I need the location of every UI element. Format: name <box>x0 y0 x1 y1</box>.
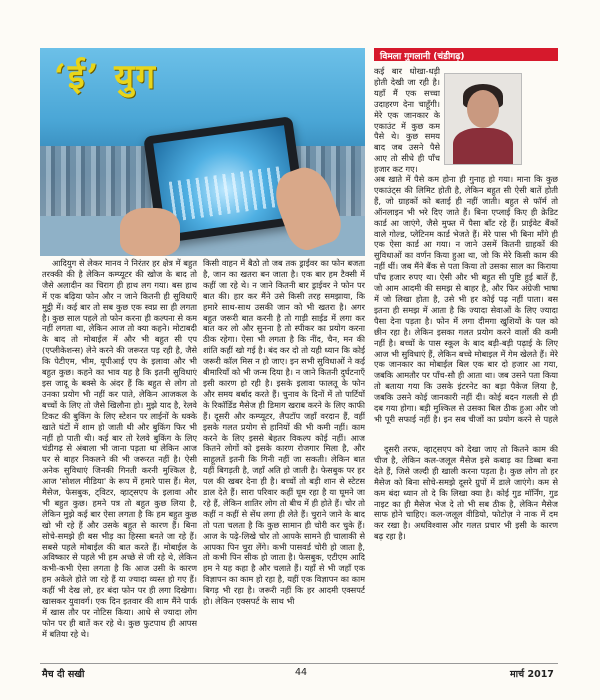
footer-rule <box>40 663 558 664</box>
magazine-name: मैच दी सखी <box>42 669 85 680</box>
paragraph: कई बार धोखा-धड़ी होती देखी जा रही है। यहाँ मैं एक सच्चा उदाहरण देना चाहूँगी। मेरे एक जानकार के एकाउंट में कुछ कम पैसे थे। कुछ समय बाद जब उसने पैसे आए तो सीधे ही पाँच हजार कट गए। <box>374 66 440 174</box>
paragraph: आदियुग से लेकर मानव ने निरंतर हर क्षेत्र में बहुत तरक्की की है लेकिन कम्प्यूटर की खोज के बाद तो जैसे अलादीन का चिराग ही हाथ लग गया। बस हाथ में एक बढ़िया फोन और न जाने कितनी ही सुविधाएँ मुट्ठी में। कई बार तो सब कुछ एक स्वप्न सा ही लगता है। कुछ साल पहले तो फोन करना ही कल्पना से कम नहीं लगता था, लेकिन आज तो क्या कहने। मोटाबदी के बाद तो मोबाईल में और भी बहुत सी एप (एप्लीकेशन्स) लेने करने की जरूरत पड़ रही है, जैसे कि पेटीएम, भीम, यूपीआई एप के इलावा और भी बहुत कुछ। कहने का भाव यह है कि इतनी सुविधाएं इस जादू के बक्से के अंदर हैं कि बहुत से लोग तो उनका प्रयोग भी नहीं कर पाते, लेकिन आजकल के बच्चों के लिए तो जैसे खिलौना हो। मुझे याद है, रेलवे टिकट की बुकिंग के लिए स्टेशन पर लाईनों के धक्के खाते घंटों में शाम हो जाती थी और बुकिंग फिर भी नहीं हो पाती थी। कई बार तो रेलवे बुकिंग के लिए चंडीगढ़ से अंबाला भी जाना पड़ता था लेकिन आज घर से बाहर निकलने की भी जरूरत नहीं है। ऐसी अनेक सुविधाएं जिनकी गिनती करनी मुश्किल है, आज 'सोशल मीडिया' के रूप में हमारे पास हैं। मेल, मैसेज, फेसबुक, ट्विटर, व्हाट्सएप के इलावा और भी बहुत कुछ। हमने पत्र तो बहुत कुछ लिया है, लेकिन मुझे कई बार ऐसा लगता है कि हम बहुत कुछ खो भी रहे हैं और उसके बहुत से कारण हैं। बिना सोचे-समझे ही बस भीड़ का हिस्सा बनते जा रहे हैं। सबसे पहले मोबाईल की बात करते हैं। मोबाईल के अविष्कार से पहले भी हम अच्छे से जी रहे थे, लेकिन कभी-कभी ऐसा लगता है कि आज उसी के कारण हम अकेले होते जा रहे हैं या ज्यादा व्यस्त हो गए हैं। कहीं भी देख लो, हर बंदा फोन पर ही लगा दिखेगा। खासकर युवावर्ग। एक दिन इतवार की शाम मैंने पार्क में खास तौर पर नोटिस किया। आधे से ज्यादा लोग फोन पर ही बातें कर रहे थे। कुछ फुटपाथ ही आपस में बतिया रहे थे। <box>42 258 197 639</box>
paragraph: किसी वाहन में बैठो तो जब तक ड्राईवर का फोन बजता है, जान का खतरा बन जाता है। एक बार हम टैक्सी में कहीं जा रहे थे। न जाने कितनी बार ड्राईवर ने फोन पर बात की। हार कर मैंने उसे किसी तरह समझाया, कि हमारे साथ-साथ उसकी जान को भी खतरा है। अगर बहुत जरूरी बात करनी है तो गाड़ी साईड में लगा कर बात कर लो और सुनना है तो स्पीकर का प्रयोग करना ठीक रहेगा। ऐसा भी लगता है कि नींद, चैन, मन की शांति कहीं खो गई है। बंद कर दो तो यही ध्यान कि कोई जरूरी कॉल मिस न हो जाए। इन सभी सुविधाओं ने कई बीमारियाँ को भी जन्म दिया है। न जाने कितनी दुर्घटनाएँ इसी कारण हो रही है। इसके इलावा फालतू के फोन और समय बर्बाद करते हैं। चुनाव के दिनों में तो पार्टियों के रिकॉर्डिड मैसेज ही डिमाग खराब करने के लिए काफी हैं। दूसरी और कम्प्यूटर, लैपटॉप जहाँ वरदान हैं, वहीं इसके गलत प्रयोग से हानियों की भी कमी नहीं। काम करने के लिए इससे बेहतर विकल्प कोई नहीं। आज कितने लोगों को इसके कारण रोजगार मिला है, और साहूलतें इतनी कि गिनी नहीं जा सकती। लेकिन बात यहीं बिगड़ती है, जहाँ अति हो जाती है। फेसबुक पर हर पल की खबर देना ही है। बच्चों तो बड़ी शान से स्टेटस डाल देते हैं। सारा परिवार कहीं घूम रहा है या घूमने जा रहे हैं, लेकिन शातिर लोग तो बीच में ही होते हैं। चोर तो कहीं न कहीं से सेंध लगा ही लेते हैं। चुराने जाने के बाद तो पता चलता है कि कुछ सामान ही चोरी कर चुके हैं। आज के पढ़े-लिखे चोर तो आपके सामने ही चालाकी से आपका पिन चुरा लेंगे। कभी पासवर्ड चोरी हो जाता है, तो कभी पिन सीक हो जाता है। फेसबुक, एटीएम आदि हम ने यह कहा है और चलाते हैं। यहाँ से भी जहाँ एक विज्ञापन का काम हो रहा है, यहीं एक विज्ञापन का काम बिगड़ भी रहा है। जरूरी नहीं कि हर आदमी एक्सपर्ट हो। लेकिन एक्सपर्ट के साथ भी <box>203 258 365 607</box>
column-1 <box>42 258 197 658</box>
photo-body <box>453 128 513 165</box>
author-photo <box>444 73 522 165</box>
column-3-main <box>374 174 558 424</box>
author-name: विमला गुगलानी (चंडीगढ़) <box>380 52 465 62</box>
column-3-bottom <box>374 444 558 658</box>
paragraph: अब खाते में पैसे कम होना ही गुनाह हो गया। माना कि कुछ एकाउंट्स की लिमिट होती है, लेकिन बहुत सी ऐसी बातें होती हैं, जो ग्राहकों को बताई ही नहीं जाती। बहुत से फॉर्म तो ऑनलाइन भी भरे दिए जाते हैं। बिना एप्लाई किए ही क्रेडिट कार्ड आ जाएंगे, जैसे मुफ्त में पैसा बाँट रहे हैं। प्राईवेट बैंकों वाले गोल्ड, प्लेटिनम कार्ड भेजते हैं। मेरे पास भी बिना माँगे ही एक ऐसा कार्ड आ गया। न जाने उसमें कितनी ग्राहकों की सुविधाओं का वर्णन किया हुआ था, जो कि मेरे किसी काम की नहीं थीं। जब मैंने बैंक से पता किया तो उसका साल का किराया पाँच हजार रुपए था। ऐसी और भी बहुत सी पुष्टि हुई बातें हैं, जो आम आदमी की समझ से बाहर है, और फिर अंग्रेजी भाषा में जो लिखा होता है, उसे भी हर कोई पढ़ नहीं पाता। बस इतना ही समझ में आता है कि ज्यादा सेवाओं के लिए ज्यादा पैसा देना पड़ता है। फोन में लगा दीमगा खुशियों के पल को छीन रहा है। लेकिन इसका गलत प्रयोग करने वालों की कमी नहीं है। बच्चों के पास स्कूल के बाद बड़ी-बड़ी पढ़ाई के लिए आज भी सुविधाएं हैं, लेकिन बच्चे मोबाइल में गेम खेलते हैं। मेरे एक जानकार का मोबाईल बिल एक बार दो हजार आ गया, जबकि आमतौर पर पाँच-सौ ही आता था। जब उसने पता किया तो बताया गया कि उसके इंटरनेट का बड़ा पैकेज लिया है, जबकि उसने कोई जानकारी नहीं दी। कोई बदन गलती से ही दब गया होगा। बड़ी मुश्किल से उसका बिल ठीक हुआ और जो भी पूरी सफाई नहीं है। इन सब चीजों का प्रयोग करने से पहले <box>374 174 558 424</box>
page-number: 44 <box>295 667 308 678</box>
photo-face <box>467 90 499 128</box>
column-2 <box>203 258 365 658</box>
column-3-top <box>374 66 440 174</box>
paragraph: दूसरी तरफ, व्हाट्सएप को देखा जाए तो कितने काम की चीज है, लेकिन कल-जलूल मैसेज इसे कबाड़ का डिब्बा बना देते हैं, जिसे जल्दी ही खाली करना पड़ता है। कुछ लोग तो हर मैसेज को बिना सोचे-समझे दूसरे ग्रुपों में डाले जाएंगे। कम से कम बंदा ध्यान तो दे कि लिखा क्या है। कोई गुड मॉर्निंग, गुड नाइट का ही मैसेज भेज दे तो भी सब ठीक है, लेकिन मैसेज साफ होने चाहिए। कल-जलूल वीडियो, फोटोज़ ने नाक में दम कर रखा है। अधविश्वास और गलत प्रचार भी इसी के कारण बढ़ रहा है। <box>374 444 558 542</box>
issue-date: मार्च 2017 <box>510 669 554 680</box>
hand-left <box>120 208 180 256</box>
article-title: ‘ई’ युग <box>54 57 158 97</box>
